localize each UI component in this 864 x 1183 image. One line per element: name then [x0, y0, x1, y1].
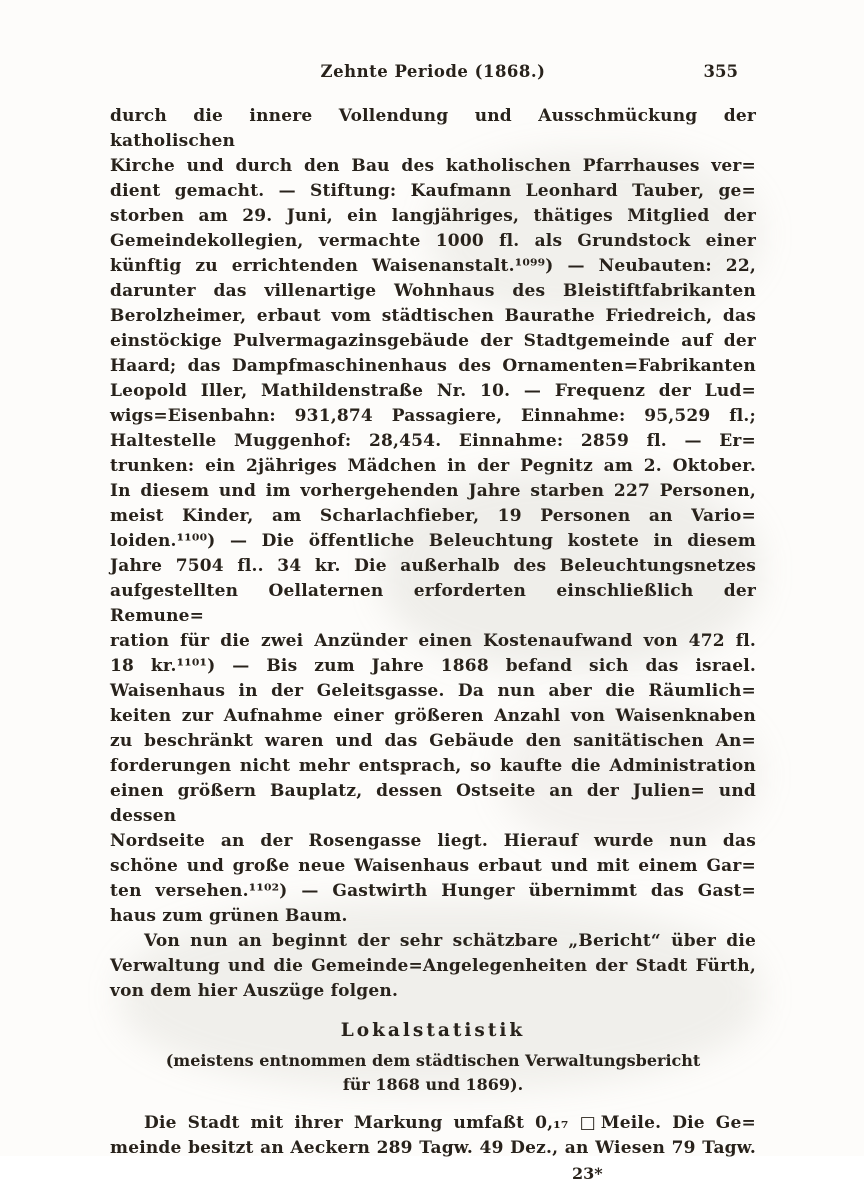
text-line: Nordseite an der Rosengasse liegt. Hierauf wurde nun das [110, 831, 756, 851]
text-line: Kirche und durch den Bau des katholischen Pfarrhauses ver= [110, 156, 756, 176]
section-subtitle-line2: für 1868 und 1869). [342, 1075, 524, 1094]
text-line: Von nun an beginnt der sehr schätzbare „Bericht“ über die [144, 931, 756, 951]
section-subtitle [110, 1049, 756, 1097]
text-line: von dem hier Auszüge folgen. [110, 981, 399, 1001]
running-header-title: Zehnte Periode (1868.) [320, 62, 546, 81]
text-line: keiten zur Aufnahme einer größeren Anzahl von Waisenknaben [110, 706, 756, 726]
text-line: Verwaltung und die Gemeinde=Angelegenheiten der Stadt Fürth, [110, 956, 756, 976]
text-line: Haard; das Dampfmaschinenhaus des Ornamenten=Fabrikanten [110, 356, 756, 376]
text-line: Die Stadt mit ihrer Markung umfaßt 0,₁₇ □Meile. Die Ge= [144, 1113, 756, 1133]
text-line: meist Kinder, am Scharlachfieber, 19 Personen an Vario= [110, 506, 756, 526]
text-line: Gemeindekollegien, vermachte 1000 fl. als Grundstock einer [110, 231, 756, 251]
text-line: meinde besitzt an Aeckern 289 Tagw. 49 Dez., an Wiesen 79 Tagw. [110, 1138, 756, 1158]
text-line: darunter das villenartige Wohnhaus des Bleistiftfabrikanten [110, 281, 756, 301]
text-line: forderungen nicht mehr entsprach, so kaufte die Administration [110, 756, 756, 776]
section-heading: Lokalstatistik [340, 1020, 526, 1041]
running-header [110, 62, 756, 86]
section-subtitle-line1: (meistens entnommen dem städtischen Verwaltungsbericht [165, 1051, 701, 1070]
text-line: 18 kr.¹¹⁰¹) — Bis zum Jahre 1868 befand sich das israel. [110, 656, 756, 676]
text-line: ration für die zwei Anzünder einen Kostenaufwand von 472 fl. [110, 631, 756, 651]
text-line: durch die innere Vollendung und Ausschmückung der katholischen [110, 106, 756, 151]
text-line: trunken: ein 2jähriges Mädchen in der Pegnitz am 2. Oktober. [110, 456, 756, 476]
paragraph-transition [110, 929, 756, 1004]
text-line: dient gemacht. — Stiftung: Kaufmann Leonhard Tauber, ge= [110, 181, 756, 201]
signature-mark: 23* [572, 1164, 603, 1183]
text-line: künftig zu errichtenden Waisenanstalt.¹⁰⁹⁹) — Neubauten: 22, [110, 256, 756, 276]
text-line: ten versehen.¹¹⁰²) — Gastwirth Hunger übernimmt das Gast= [110, 881, 756, 901]
text-line: Jahre 7504 fl.. 34 kr. Die außerhalb des Beleuchtungsnetzes [110, 556, 756, 576]
page-number: 355 [703, 62, 738, 81]
text-line: Haltestelle Muggenhof: 28,454. Einnahme: 2859 fl. — Er= [110, 431, 756, 451]
text-line: In diesem und im vorhergehenden Jahre starben 227 Personen, [110, 481, 756, 501]
text-line: storben am 29. Juni, ein langjähriges, thätiges Mitglied der [110, 206, 756, 226]
text-line: schöne und große neue Waisenhaus erbaut und mit einem Gar= [110, 856, 756, 876]
text-line: Leopold Iller, Mathildenstraße Nr. 10. — Frequenz der Lud= [110, 381, 756, 401]
text-line: Waisenhaus in der Geleitsgasse. Da nun aber die Räumlich= [110, 681, 756, 701]
text-line: aufgestellten Oellaternen erforderten einschließlich der Remune= [110, 581, 756, 626]
text-block [110, 62, 756, 1183]
text-line: einstöckige Pulvermagazinsgebäude der Stadtgemeinde auf der [110, 331, 756, 351]
text-line: zu beschränkt waren und das Gebäude den sanitätischen An= [110, 731, 756, 751]
text-line: einen größern Bauplatz, dessen Ostseite an der Julien= und dessen [110, 781, 756, 826]
text-line: loiden.¹¹⁰⁰) — Die öffentliche Beleuchtung kostete in diesem [110, 531, 756, 551]
text-line: haus zum grünen Baum. [110, 906, 348, 926]
paragraph-statistics [110, 1111, 756, 1161]
text-line: wigs=Eisenbahn: 931,874 Passagiere, Einnahme: 95,529 fl.; [110, 406, 756, 426]
paragraph-main [110, 104, 756, 929]
text-line: Berolzheimer, erbaut vom städtischen Baurathe Friedreich, das [110, 306, 756, 326]
